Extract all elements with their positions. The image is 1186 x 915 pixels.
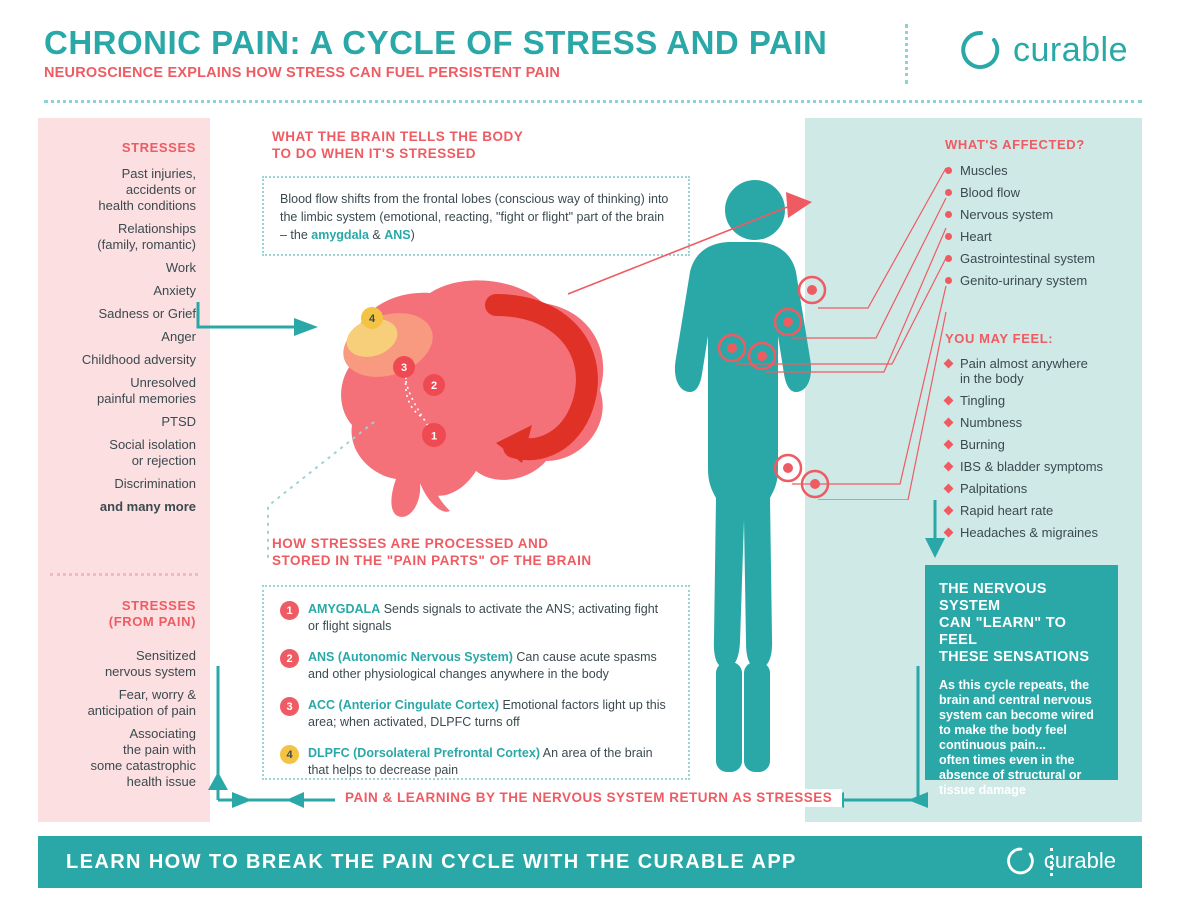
affected-list <box>945 163 1135 295</box>
list-item <box>945 356 1140 386</box>
list-item <box>945 459 1140 474</box>
list-item: PTSD <box>161 414 196 429</box>
body-to-nervous-box-arrow <box>920 500 950 562</box>
amygdala-emphasis: amygdala <box>311 228 369 242</box>
list-item <box>945 503 1140 518</box>
list-item-label: Tingling <box>960 393 1006 408</box>
nervous-system-box <box>925 565 1118 797</box>
list-item-label: Pain almost anywhere in the body <box>960 356 1088 386</box>
legend-item-text <box>308 601 672 635</box>
svg-text:1: 1 <box>430 430 438 443</box>
list-item-label: Heart <box>960 229 992 244</box>
header-divider <box>44 100 1142 103</box>
list-item <box>945 185 1135 200</box>
list-item: Anxiety <box>153 283 196 298</box>
feel-heading: YOU MAY FEEL: <box>945 331 1054 346</box>
list-item-label: Burning <box>960 437 1005 452</box>
header-vertical-dotted-divider <box>905 24 908 84</box>
bottom-loop-label <box>335 789 842 807</box>
svg-text:3: 3 <box>400 362 408 374</box>
list-item-label: Nervous system <box>960 207 1054 222</box>
list-item-label: Blood flow <box>960 185 1020 200</box>
footer-banner <box>38 836 1142 888</box>
brain-to-body-arrow <box>560 190 820 300</box>
legend-desc: Sends signals to activate the ANS; activating fight or flight signals <box>308 602 659 633</box>
stresses-panel <box>38 118 210 822</box>
list-item <box>945 415 1140 430</box>
footer-text-bold: CURABLE APP <box>637 850 797 873</box>
legend-desc: An area of the brain that helps to decrease pain <box>308 746 653 777</box>
brain-callout-heading: WHAT THE BRAIN TELLS THE BODY TO DO WHEN IT'S STRESSED <box>272 129 524 161</box>
legend-term: ACC (Anterior Cingulate Cortex) <box>308 698 499 712</box>
list-item <box>945 437 1140 452</box>
feel-heading-wrap <box>945 330 1053 348</box>
ans-emphasis: ANS <box>384 228 411 242</box>
list-item: Sensitized nervous system <box>104 648 196 679</box>
list-item: Past injuries, accidents or health conditions <box>98 166 196 213</box>
pink-panel-dotted-divider <box>50 573 198 576</box>
legend-term: ANS (Autonomic Nervous System) <box>308 650 513 664</box>
bottom-loop-arrows <box>208 660 938 810</box>
list-item: Sadness or Grief <box>98 306 196 321</box>
nervous-system-box-content <box>925 565 1118 797</box>
footer-text <box>66 851 797 874</box>
stresses-list <box>82 166 196 522</box>
footer-text-plain: LEARN HOW TO BREAK THE PAIN CYCLE WITH THE <box>66 850 638 873</box>
page-title: CHRONIC PAIN: A CYCLE OF STRESS AND PAIN <box>44 24 828 61</box>
legend-heading: HOW STRESSES ARE PROCESSED AND STORED IN THE "PAIN PARTS" OF THE BRAIN <box>272 536 592 568</box>
list-item-label: Muscles <box>960 163 1008 178</box>
list-item-label: Gastrointestinal system <box>960 251 1096 266</box>
legend-badge-1-icon: 1 <box>280 601 299 620</box>
list-item: Anger <box>161 329 196 344</box>
list-item <box>945 273 1135 288</box>
legend-item <box>280 601 672 635</box>
nervous-system-box-body: As this cycle repeats, the brain and central nervous system can become wired to make the body feel continuous pain... often times even in the absence of structural or tissue damage <box>939 678 1094 797</box>
page-subtitle: NEUROSCIENCE EXPLAINS HOW STRESS CAN FUEL PERSISTENT PAIN <box>44 65 561 81</box>
list-item: Relationships (family, romantic) <box>97 221 196 252</box>
brand-name: curable <box>1012 30 1128 69</box>
list-item: Discrimination <box>114 476 196 491</box>
header <box>0 0 1186 100</box>
list-item <box>945 163 1135 178</box>
feel-list <box>945 356 1140 547</box>
stresses-heading: STRESSES <box>121 140 196 155</box>
list-item-label: Headaches & migraines <box>960 525 1099 540</box>
list-item: and many more <box>99 499 196 514</box>
svg-text:2: 2 <box>430 380 438 392</box>
legend-desc: Emotional factors light up this area; when activated, DLPFC turns off <box>308 698 666 729</box>
curable-circle-logo-icon <box>1007 847 1035 875</box>
list-item-label: Rapid heart rate <box>960 503 1054 518</box>
list-item-label: IBS & bladder symptoms <box>960 459 1104 474</box>
list-item: Fear, worry & anticipation of pain <box>87 687 196 718</box>
list-item: Work <box>165 260 196 275</box>
legend-badge-2-icon: 2 <box>280 649 299 668</box>
brand-logo <box>961 30 1128 70</box>
list-item <box>945 207 1135 222</box>
curable-circle-logo-icon <box>961 30 1001 70</box>
brain-callout-text: Blood flow shifts from the frontal lobes (conscious way of thinking) into the limbic system (emotional, reacting, "fight or flight" part of the brain – the amygdala & ANS) <box>280 192 669 242</box>
footer-brand[interactable] <box>1007 847 1116 875</box>
list-item-label: Genito-urinary system <box>960 273 1088 288</box>
list-item <box>945 525 1140 540</box>
list-item <box>945 393 1140 408</box>
list-item-label: Palpitations <box>960 481 1028 496</box>
legend-badge-4-icon: 4 <box>280 745 299 764</box>
legend-term: AMYGDALA <box>308 602 381 616</box>
nervous-system-box-title: THE NERVOUS SYSTEM CAN "LEARN" TO FEEL THESE SENSATIONS <box>939 581 1090 665</box>
stresses-to-brain-arrow <box>196 300 326 340</box>
stresses-from-pain-list <box>88 648 196 797</box>
list-item: Childhood adversity <box>81 352 196 367</box>
list-item: Social isolation or rejection <box>109 437 196 468</box>
svg-text:4: 4 <box>368 313 376 325</box>
stresses-from-pain-heading: STRESSES (FROM PAIN) <box>108 598 196 629</box>
list-item <box>945 481 1140 496</box>
legend-term: DLPFC (Dorsolateral Prefrontal Cortex) <box>308 746 540 760</box>
legend-badge-3-icon: 3 <box>280 697 299 716</box>
list-item: Unresolved painful memories <box>97 375 196 406</box>
bottom-loop-label-text: PAIN & LEARNING BY THE NERVOUS SYSTEM RETURN AS STRESSES <box>345 790 833 805</box>
footer-brand-name: curable <box>1043 848 1116 873</box>
legend-desc: Can cause acute spasms and other physiological changes anywhere in the body <box>308 650 657 681</box>
list-item: Associating the pain with some catastrophic health issue <box>90 726 196 789</box>
list-item <box>945 251 1135 266</box>
affected-heading: WHAT'S AFFECTED? <box>945 137 1085 152</box>
list-item <box>945 229 1135 244</box>
list-item-label: Numbness <box>960 415 1023 430</box>
